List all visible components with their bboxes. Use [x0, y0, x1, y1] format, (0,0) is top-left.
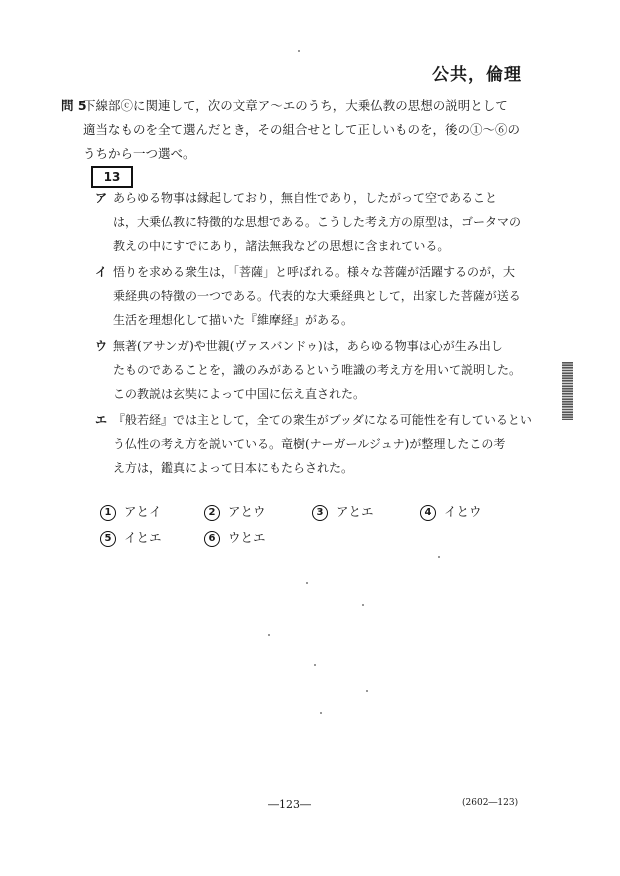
statement-a — [95, 186, 525, 258]
choice-1[interactable] — [100, 502, 162, 521]
page-number: ―123― — [268, 798, 311, 811]
scan-speck — [320, 712, 322, 714]
statement-line: う仏性の考え方を説いている。竜樹(ナーガールジュナ)が整理したこの考 — [113, 437, 506, 451]
question-line: 適当なものを全て選んだとき，その組合せとして正しいものを，後の①～⑥の — [83, 122, 521, 137]
scan-speck — [362, 604, 364, 606]
choice-number: 5 — [100, 531, 116, 547]
choice-row — [100, 502, 520, 528]
choice-number: 6 — [204, 531, 220, 547]
choice-text: ウとエ — [228, 530, 266, 545]
choice-text: アとウ — [228, 504, 266, 519]
choice-6[interactable] — [204, 528, 266, 547]
answer-choices — [100, 502, 520, 554]
page-edge-tab-mark — [562, 362, 573, 420]
statement-line: 悟りを求める衆生は，「菩薩」と呼ばれる。様々な菩薩が活躍するのが，大 — [113, 265, 516, 279]
statement-line: あらゆる物事は縁起しており，無自性であり，したがって空であること — [113, 191, 498, 205]
question-text — [83, 94, 531, 188]
statement-label: イ — [95, 265, 108, 279]
statement-line: 『般若経』では主として，全ての衆生がブッダになる可能性を有しているとい — [113, 413, 532, 427]
scan-speck — [306, 582, 308, 584]
statement-line: 無著(アサンガ)や世親(ヴァスバンドゥ)は，あらゆる物事は心が生み出し — [113, 339, 503, 353]
statement-line: この教説は玄奘によって中国に伝え直された。 — [113, 387, 366, 401]
choice-5[interactable] — [100, 528, 162, 547]
scan-speck — [438, 556, 440, 558]
statement-label: エ — [95, 413, 108, 427]
question-line-text: うちから一つ選べ。 — [83, 146, 196, 161]
scan-speck — [314, 664, 316, 666]
statement-u — [95, 334, 525, 406]
choice-number: 4 — [420, 505, 436, 521]
choice-3[interactable] — [312, 502, 374, 521]
choice-text: イとウ — [444, 504, 482, 519]
statement-line: 乗経典の特徴の一つである。代表的な大乗経典として，出家した菩薩が送る — [113, 289, 521, 303]
statement-line: は，大乗仏教に特徴的な思想である。こうした考え方の原型は，ゴータマの — [113, 215, 522, 229]
statement-e — [95, 408, 532, 480]
statement-line: 教えの中にすでにあり，諸法無我などの思想に含まれている。 — [113, 239, 450, 253]
question-line: 下線部ⓒに関連して，次の文章ア～エのうち，大乗仏教の思想の説明として — [83, 98, 508, 113]
choice-text: アとイ — [124, 504, 162, 519]
statement-line: え方は，鑑真によって日本にもたらされた。 — [113, 461, 354, 475]
choice-number: 2 — [204, 505, 220, 521]
statement-line: たものであることを，識のみがあるという唯識の考え方を用いて説明した。 — [113, 363, 522, 377]
choice-2[interactable] — [204, 502, 266, 521]
statement-list — [95, 186, 532, 482]
statement-label: ア — [95, 191, 108, 205]
answer-box[interactable]: 13 — [91, 166, 133, 188]
scan-speck — [298, 50, 300, 52]
choice-row — [100, 528, 520, 554]
question-line — [83, 142, 531, 188]
statement-line: 生活を理想化して描いた『維摩経』がある。 — [113, 313, 354, 327]
choice-text: イとエ — [124, 530, 162, 545]
choice-4[interactable] — [420, 502, 482, 521]
choice-text: アとエ — [336, 504, 374, 519]
question-number: 問 5 — [61, 98, 87, 113]
choice-number: 1 — [100, 505, 116, 521]
choice-number: 3 — [312, 505, 328, 521]
page-code: (2602―123) — [462, 798, 519, 808]
statement-i — [95, 260, 525, 332]
question-block — [61, 94, 531, 188]
subject-title: 公共，倫理 — [432, 65, 522, 85]
scan-speck — [268, 634, 270, 636]
scan-speck — [366, 690, 368, 692]
statement-label: ウ — [95, 339, 108, 353]
